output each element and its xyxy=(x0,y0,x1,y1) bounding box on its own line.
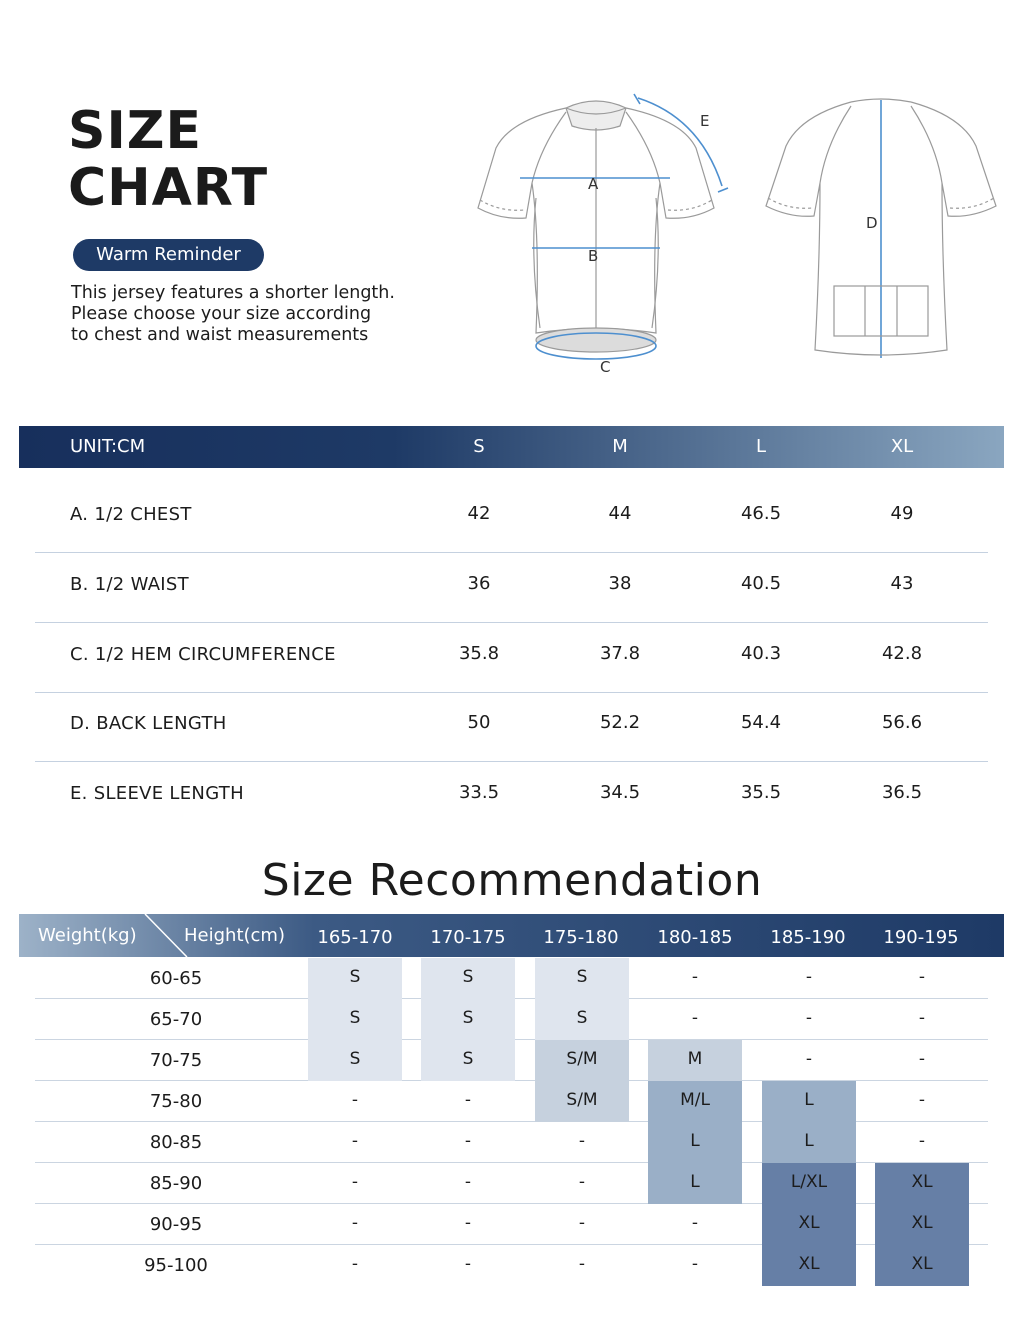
row-value: 49 xyxy=(890,503,914,524)
recommendation-row xyxy=(35,1163,988,1204)
recommended-size-cell: - xyxy=(691,1008,699,1028)
height-range-header: 190-195 xyxy=(883,927,959,948)
row-value: 35.8 xyxy=(458,643,500,664)
recommended-size-cell: - xyxy=(464,1213,472,1233)
measurement-lines xyxy=(520,94,881,359)
recommended-size-cell: - xyxy=(351,1254,359,1274)
recommended-size-cell: - xyxy=(578,1172,586,1192)
row-value: 36 xyxy=(467,573,491,594)
height-range-header: 165-170 xyxy=(317,927,393,948)
note-line: This jersey features a shorter length. xyxy=(71,283,395,303)
recommended-size-cell: XL xyxy=(875,1245,969,1286)
row-label: E. SLEEVE LENGTH xyxy=(70,783,244,804)
row-value: 50 xyxy=(467,712,491,733)
label-b: B xyxy=(588,247,599,265)
row-value: 43 xyxy=(890,573,914,594)
height-range-header: 175-180 xyxy=(543,927,619,948)
jersey-front-drawing xyxy=(478,101,714,352)
row-value: 34.5 xyxy=(599,782,641,803)
label-d: D xyxy=(866,214,878,232)
row-value: 54.4 xyxy=(740,712,782,733)
recommended-size-cell: M/L xyxy=(648,1081,742,1122)
weight-range: 70-75 xyxy=(149,1050,203,1071)
weight-header: Weight(kg) xyxy=(38,925,137,946)
row-value: 40.3 xyxy=(740,643,782,664)
recommended-size-cell: L xyxy=(762,1122,856,1163)
recommended-size-cell: S/M xyxy=(535,1081,629,1122)
recommended-size-cell: - xyxy=(578,1213,586,1233)
recommended-size-cell: - xyxy=(918,1131,926,1151)
weight-range: 60-65 xyxy=(149,968,203,989)
recommendation-row xyxy=(35,1081,988,1122)
recommended-size-cell: S xyxy=(535,958,629,999)
row-label: B. 1/2 WAIST xyxy=(70,574,189,595)
row-label: C. 1/2 HEM CIRCUMFERENCE xyxy=(70,644,336,665)
row-label: D. BACK LENGTH xyxy=(70,713,227,734)
recommended-size-cell: S/M xyxy=(535,1040,629,1081)
measurement-row xyxy=(35,553,988,623)
title-chart: CHART xyxy=(68,158,269,218)
weight-range: 80-85 xyxy=(149,1132,203,1153)
jersey-diagram xyxy=(470,88,1010,388)
label-e: E xyxy=(700,112,710,130)
recommended-size-cell: - xyxy=(351,1213,359,1233)
recommended-size-cell: - xyxy=(351,1172,359,1192)
recommendation-row xyxy=(35,958,988,999)
recommended-size-cell: - xyxy=(464,1131,472,1151)
measurement-row xyxy=(35,483,988,553)
row-value: 33.5 xyxy=(458,782,500,803)
recommended-size-cell: XL xyxy=(762,1204,856,1245)
recommended-size-cell: S xyxy=(535,999,629,1040)
recommended-size-cell: - xyxy=(691,967,699,987)
title-size: SIZE xyxy=(68,101,203,161)
recommended-size-cell: S xyxy=(308,958,402,999)
recommended-size-cell: - xyxy=(805,1008,813,1028)
measurement-row xyxy=(35,692,988,762)
recommended-size-cell: S xyxy=(308,999,402,1040)
unit-label: UNIT:CM xyxy=(70,436,146,457)
recommended-size-cell: - xyxy=(578,1131,586,1151)
recommendation-row xyxy=(35,1040,988,1081)
recommended-size-cell: S xyxy=(421,1040,515,1081)
weight-range: 90-95 xyxy=(149,1214,203,1235)
size-header: XL xyxy=(890,436,914,457)
header-diagonal-divider xyxy=(143,914,189,957)
recommended-size-cell: - xyxy=(351,1131,359,1151)
recommended-size-cell: - xyxy=(918,967,926,987)
recommended-size-cell: - xyxy=(918,1049,926,1069)
recommended-size-cell: - xyxy=(918,1090,926,1110)
recommended-size-cell: M xyxy=(648,1040,742,1081)
measurement-row xyxy=(35,623,988,693)
recommended-size-cell: S xyxy=(308,1040,402,1081)
measurement-table-header xyxy=(19,426,1004,468)
recommended-size-cell: - xyxy=(691,1213,699,1233)
label-c: C xyxy=(600,358,611,376)
height-header: Height(cm) xyxy=(184,925,285,946)
warm-reminder-badge: Warm Reminder xyxy=(73,239,264,271)
recommended-size-cell: - xyxy=(464,1172,472,1192)
recommended-size-cell: L xyxy=(648,1122,742,1163)
recommended-size-cell: L xyxy=(648,1163,742,1204)
note-line: to chest and waist measurements xyxy=(71,325,369,345)
recommended-size-cell: - xyxy=(464,1090,472,1110)
recommended-size-cell: XL xyxy=(762,1245,856,1286)
recommendation-row xyxy=(35,999,988,1040)
recommendation-title: Size Recommendation xyxy=(261,855,763,906)
recommended-size-cell: L/XL xyxy=(762,1163,856,1204)
measurement-row xyxy=(35,762,988,831)
row-label: A. 1/2 CHEST xyxy=(70,504,192,525)
row-value: 52.2 xyxy=(599,712,641,733)
row-value: 46.5 xyxy=(740,503,782,524)
recommended-size-cell: XL xyxy=(875,1204,969,1245)
recommended-size-cell: XL xyxy=(875,1163,969,1204)
recommended-size-cell: - xyxy=(351,1090,359,1110)
label-a: A xyxy=(588,175,599,193)
recommended-size-cell: - xyxy=(918,1008,926,1028)
row-value: 40.5 xyxy=(740,573,782,594)
recommendation-row xyxy=(35,1204,988,1245)
size-header: L xyxy=(755,436,767,457)
row-value: 42.8 xyxy=(881,643,923,664)
note-line: Please choose your size according xyxy=(71,304,372,324)
recommended-size-cell: L xyxy=(762,1081,856,1122)
recommended-size-cell: S xyxy=(421,999,515,1040)
height-range-header: 180-185 xyxy=(657,927,733,948)
height-range-header: 170-175 xyxy=(430,927,506,948)
recommendation-header xyxy=(19,914,1004,957)
row-value: 36.5 xyxy=(881,782,923,803)
row-value: 35.5 xyxy=(740,782,782,803)
weight-range: 65-70 xyxy=(149,1009,203,1030)
size-header: S xyxy=(473,436,485,457)
recommended-size-cell: S xyxy=(421,958,515,999)
recommendation-row xyxy=(35,1122,988,1163)
recommendation-row xyxy=(35,1245,988,1285)
row-value: 38 xyxy=(608,573,632,594)
size-header: M xyxy=(612,436,628,457)
row-value: 44 xyxy=(608,503,632,524)
recommended-size-cell: - xyxy=(464,1254,472,1274)
row-value: 56.6 xyxy=(881,712,923,733)
recommended-size-cell: - xyxy=(805,1049,813,1069)
recommended-size-cell: - xyxy=(691,1254,699,1274)
row-value: 37.8 xyxy=(599,643,641,664)
recommended-size-cell: - xyxy=(805,967,813,987)
reminder-note xyxy=(71,283,491,346)
height-range-header: 185-190 xyxy=(770,927,846,948)
weight-range: 95-100 xyxy=(144,1255,208,1276)
weight-range: 85-90 xyxy=(149,1173,203,1194)
recommended-size-cell: - xyxy=(578,1254,586,1274)
weight-range: 75-80 xyxy=(149,1091,203,1112)
row-value: 42 xyxy=(467,503,491,524)
